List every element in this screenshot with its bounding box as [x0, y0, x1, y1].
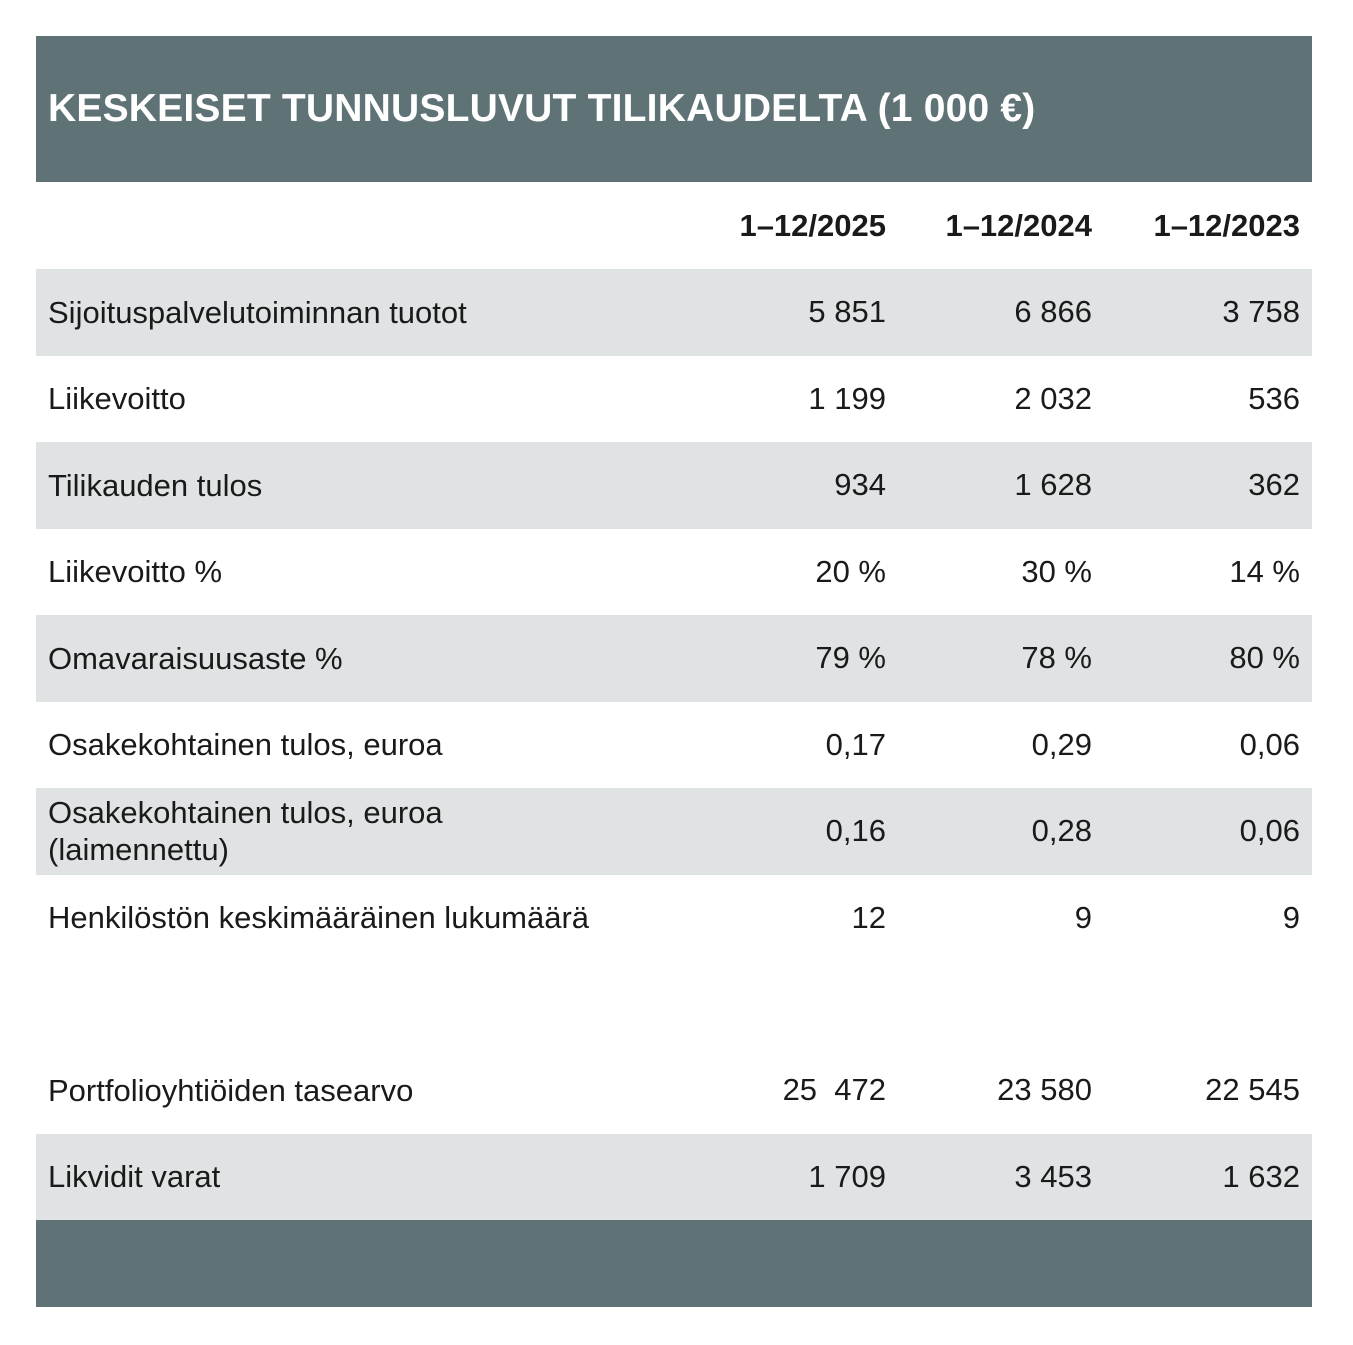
cell-2024: 6 866 [1014, 294, 1092, 330]
cell-2024: 2 032 [1014, 380, 1092, 416]
cell-2024: 23 580 [997, 1072, 1092, 1108]
cell-2023: 536 [1248, 380, 1300, 416]
cell-2023: 0,06 [1239, 813, 1300, 849]
cell-2024: 0,29 [1031, 726, 1092, 762]
row-label: Henkilöstön keskimääräinen lukumäärä [48, 900, 590, 936]
row-label: Likvidit varat [48, 1159, 221, 1195]
cell-2023: 0,06 [1239, 726, 1300, 762]
cell-2025: 12 [851, 899, 886, 935]
table-row [36, 356, 1312, 443]
cell-2024: 9 [1074, 899, 1092, 935]
key-figures-table [36, 36, 1312, 1307]
table-row [36, 442, 1312, 529]
cell-2025: 20 % [815, 553, 886, 589]
row-label: Liikevoitto [48, 381, 186, 417]
cell-2023: 14 % [1229, 553, 1300, 589]
cell-2024: 3 453 [1014, 1158, 1092, 1194]
table-row [36, 875, 1312, 962]
cell-2025: 25 472 [782, 1072, 886, 1108]
cell-2025: 5 851 [808, 294, 886, 330]
table-row [36, 702, 1312, 789]
table-row [36, 788, 1312, 875]
row-label: Portfolioyhtiöiden tasearvo [48, 1072, 414, 1108]
cell-2025: 79 % [815, 640, 886, 676]
cell-2024: 1 628 [1014, 467, 1092, 503]
cell-2025: 1 199 [808, 380, 886, 416]
cell-2024: 78 % [1021, 640, 1092, 676]
row-label: Osakekohtainen tulos, euroa (laimennettu) [48, 795, 443, 868]
table-row [36, 615, 1312, 702]
row-label: Sijoituspalvelutoiminnan tuotot [48, 294, 467, 330]
column-header-2023: 1–12/2023 [1153, 207, 1300, 243]
cell-2023: 9 [1282, 899, 1300, 935]
row-label: Liikevoitto % [48, 554, 223, 590]
cell-2023: 1 632 [1222, 1158, 1300, 1194]
cell-2024: 30 % [1021, 553, 1092, 589]
row-label: Osakekohtainen tulos, euroa [48, 727, 443, 763]
column-header-row [36, 182, 1312, 269]
cell-2023: 362 [1248, 467, 1300, 503]
table-row [36, 1134, 1312, 1221]
cell-2023: 22 545 [1205, 1072, 1300, 1108]
cell-2025: 934 [834, 467, 886, 503]
cell-2025: 0,17 [825, 726, 886, 762]
table-row [36, 1047, 1312, 1134]
cell-2025: 1 709 [808, 1158, 886, 1194]
row-label: Tilikauden tulos [48, 467, 263, 503]
cell-2025: 0,16 [825, 813, 886, 849]
column-header-2025: 1–12/2025 [739, 207, 886, 243]
footer-bar [36, 1220, 1312, 1307]
cell-2023: 80 % [1229, 640, 1300, 676]
row-label: Omavaraisuusaste % [48, 640, 343, 676]
column-header-2024: 1–12/2024 [945, 207, 1092, 243]
table-title: KESKEISET TUNNUSLUVUT TILIKAUDELTA (1 000 €) [48, 87, 1036, 130]
table-row [36, 269, 1312, 356]
cell-2023: 3 758 [1222, 294, 1300, 330]
table-row [36, 529, 1312, 616]
cell-2024: 0,28 [1031, 813, 1092, 849]
section-spacer [36, 961, 1312, 1047]
title-bar [36, 36, 1312, 182]
